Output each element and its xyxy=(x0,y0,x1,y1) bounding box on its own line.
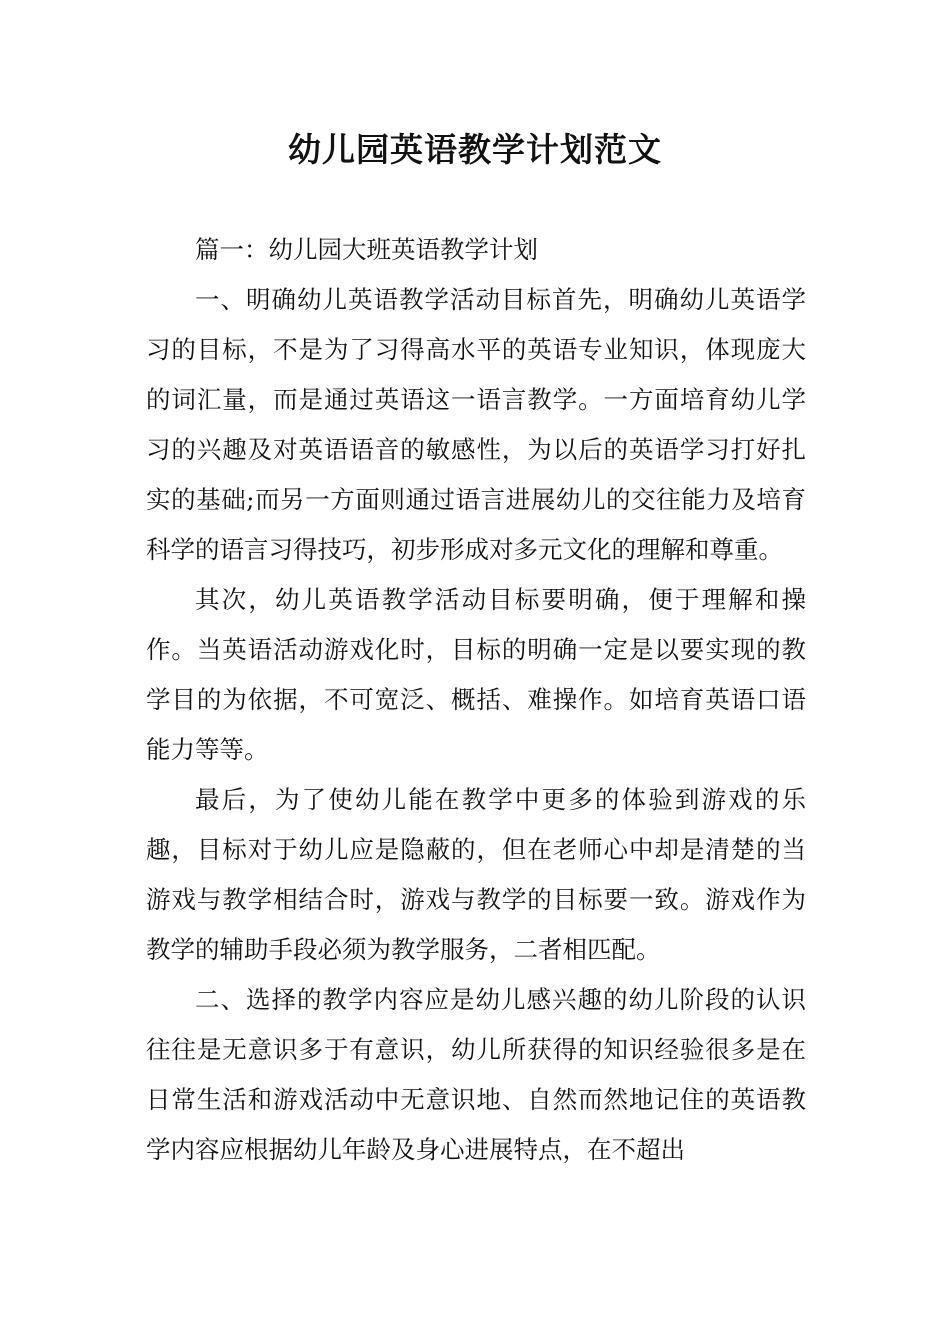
paragraph: 二、选择的教学内容应是幼儿感兴趣的幼儿阶段的认识往往是无意识多于有意识，幼儿所获得的知识经验很多是在日常生活和游戏活动中无意识地、自然而然地记住的英语教学内容应根据幼儿年龄及身心进展特点，在不超出 xyxy=(146,985,806,1164)
document-title: 幼儿园英语教学计划范文 xyxy=(288,130,662,169)
paragraph: 最后，为了使幼儿能在教学中更多的体验到游戏的乐趣，目标对于幼儿应是隐蔽的，但在老师心中却是清楚的当游戏与教学相结合时，游戏与教学的目标要一致。游戏作为教学的辅助手段必须为教学服务，二者相匹配。 xyxy=(146,785,806,964)
paragraph-heading: 篇一：幼儿园大班英语教学计划 xyxy=(195,235,538,264)
paragraph: 其次，幼儿英语教学活动目标要明确，便于理解和操作。当英语活动游戏化时，目标的明确一定是以要实现的教学目的为依据，不可宽泛、概括、难操作。如培育英语口语能力等等。 xyxy=(146,585,806,764)
paragraph: 一、明确幼儿英语教学活动目标首先，明确幼儿英语学习的目标，不是为了习得高水平的英语专业知识，体现庞大的词汇量，而是通过英语这一语言教学。一方面培育幼儿学习的兴趣及对英语语音的敏感性，为以后的英语学习打好扎实的基础;而另一方面则通过语言进展幼儿的交往能力及培育科学的语言习得技巧，初步形成对多元文化的理解和尊重。 xyxy=(146,285,806,564)
document-body xyxy=(146,225,806,1175)
